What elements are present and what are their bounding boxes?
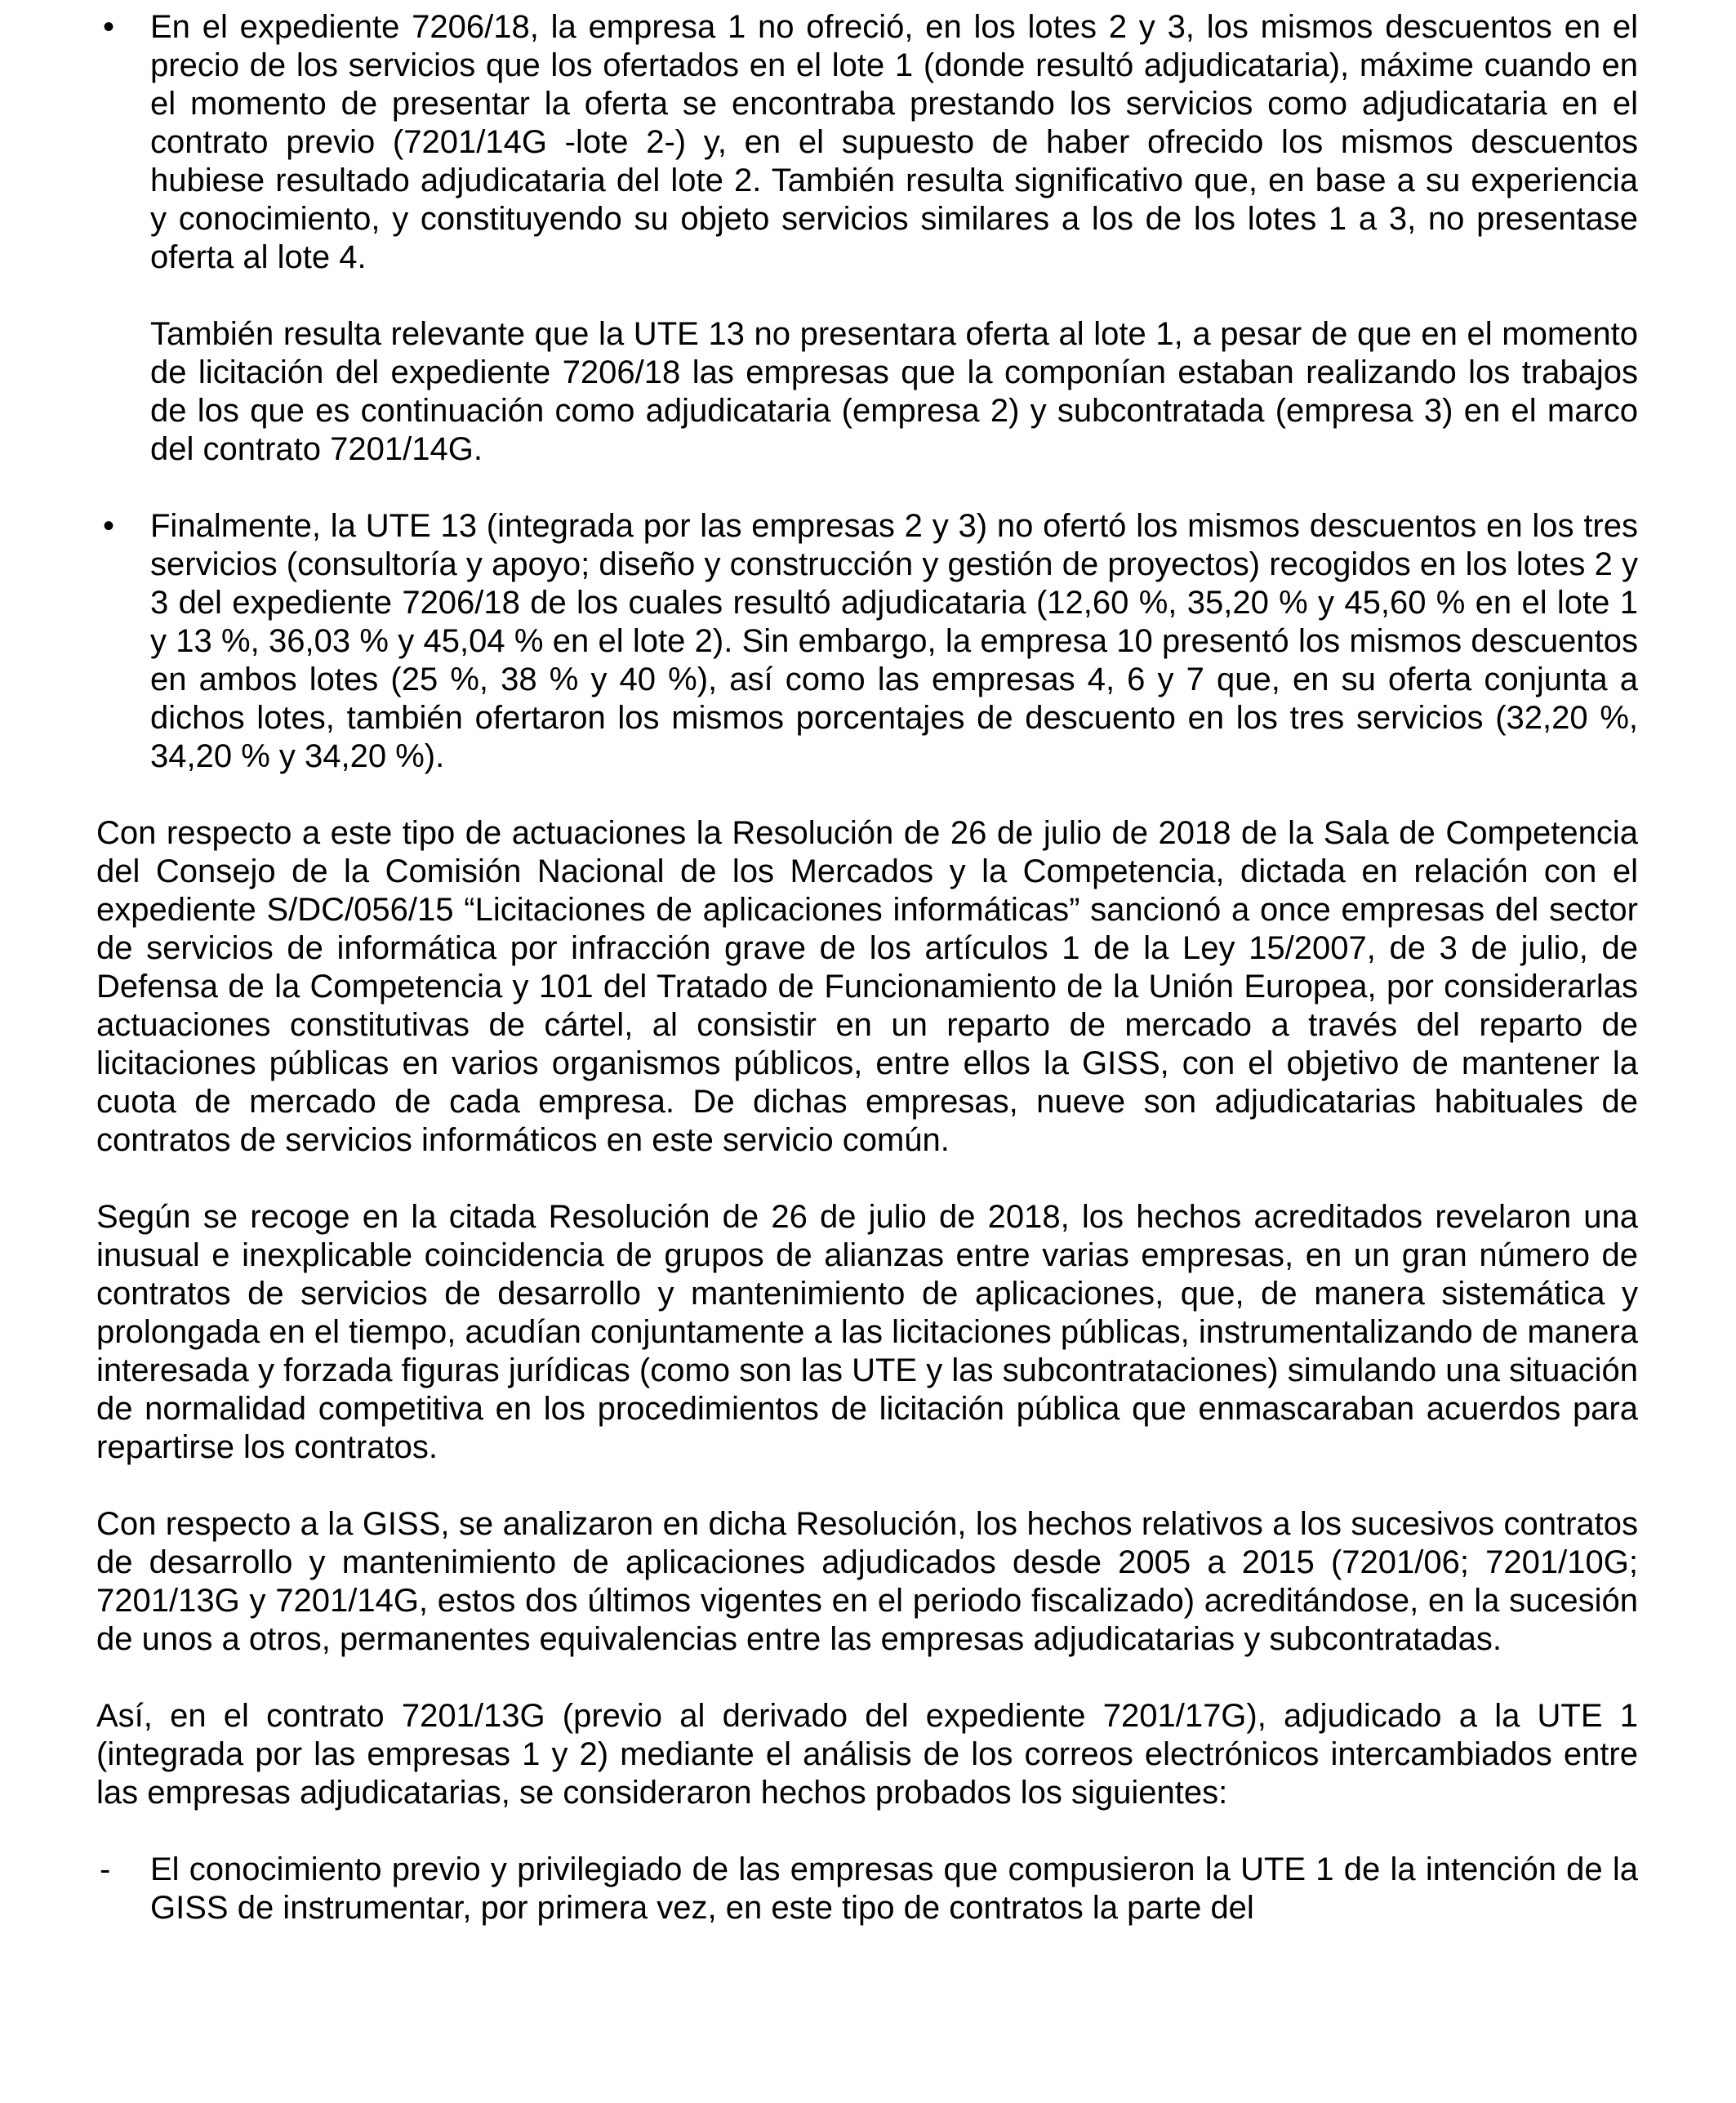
- dash-item-conocimiento-previo: [96, 1851, 1638, 1927]
- bullet-icon: •: [103, 508, 115, 544]
- paragraph-ute13-relevante: También resulta relevante que la UTE 13 no presentara oferta al lote 1, a pesar de que en el momento de licitación del expediente 7206/18 las empresas que la componían estaban realizando los trabajos de los que es continuación como adjudicataria (empresa 2) y subcontratada (empresa 3) en el marco del contrato 7201/14G.: [150, 316, 1638, 467]
- bullet-icon: •: [103, 9, 115, 45]
- paragraph-giss-contratos: Con respecto a la GISS, se analizaron en dicha Resolución, los hechos relativos a los sucesivos contratos de desarrollo y mantenimiento de aplicaciones adjudicados desde 2005 a 2015 (7201/06; 7201/10G; 7201/13G y 7201/14G, estos dos últimos vigentes en el periodo fiscalizado) acreditándose, en la sucesión de unos a otros, permanentes equivalencias entre las empresas adjudicatarias y subcontratadas.: [96, 1506, 1638, 1657]
- paragraph-text: El conocimiento previo y privilegiado de las empresas que compusieron la UTE 1 de la intención de la GISS de instrumentar, por primera vez, en este tipo de contratos la parte del: [150, 1851, 1638, 1926]
- paragraph-text: En el expediente 7206/18, la empresa 1 no ofreció, en los lotes 2 y 3, los mismos descuentos en el precio de los servicios que los ofertados en el lote 1 (donde resultó adjudicataria), máxime cuando en el momento de presentar la oferta se encontraba prestando los servicios como adjudicataria en el contrato previo (7201/14G -lote 2-) y, en el supuesto de haber ofrecido los mismos descuentos hubiese resultado adjudicataria del lote 2. También resulta significativo que, en base a su experiencia y conocimiento, y constituyendo su objeto servicios similares a los de los lotes 1 a 3, no presentase oferta al lote 4.: [150, 9, 1638, 275]
- bullet-item-expediente-7206: [96, 8, 1638, 277]
- dash-icon: -: [100, 1851, 111, 1887]
- paragraph-hechos-acreditados: Según se recoge en la citada Resolución de 26 de julio de 2018, los hechos acreditados revelaron una inusual e inexplicable coincidencia de grupos de alianzas entre varias empresas, en un gran número de contratos de servicios de desarrollo y mantenimiento de aplicaciones, que, de manera sistemática y prolongada en el tiempo, acudían conjuntamente a las licitaciones públicas, instrumentalizando de manera interesada y forzada figuras jurídicas (como son las UTE y las subcontrataciones) simulando una situación de normalidad competitiva en los procedimientos de licitación pública que enmascaraban acuerdos para repartirse los contratos.: [96, 1199, 1638, 1465]
- paragraph-contrato-7201-13g: Así, en el contrato 7201/13G (previo al derivado del expediente 7201/17G), adjudicado a la UTE 1 (integrada por las empresas 1 y 2) mediante el análisis de los correos electrónicos intercambiados entre las empresas adjudicatarias, se consideraron hechos probados los siguientes:: [96, 1698, 1638, 1811]
- paragraph-resolucion-cnmc: Con respecto a este tipo de actuaciones la Resolución de 26 de julio de 2018 de la Sala de Competencia del Consejo de la Comisión Nacional de los Mercados y la Competencia, dictada en relación con el expediente S/DC/056/15 “Licitaciones de aplicaciones informáticas” sancionó a once empresas del sector de servicios de informática por infracción grave de los artículos 1 de la Ley 15/2007, de 3 de julio, de Defensa de la Competencia y 101 del Tratado de Funcionamiento de la Unión Europea, por considerarlas actuaciones constitutivas de cártel, al consistir en un reparto de mercado a través del reparto de licitaciones públicas en varios organismos públicos, entre ellos la GISS, con el objetivo de mantener la cuota de mercado de cada empresa. De dichas empresas, nueve son adjudicatarias habituales de contratos de servicios informáticos en este servicio común.: [96, 815, 1638, 1158]
- bullet-item-finalmente-ute13: [96, 507, 1638, 776]
- paragraph-text: Finalmente, la UTE 13 (integrada por las empresas 2 y 3) no ofertó los mismos descuentos en los tres servicios (consultoría y apoyo; diseño y construcción y gestión de proyectos) recogidos en los lotes 2 y 3 del expediente 7206/18 de los cuales resultó adjudicataria (12,60 %, 35,20 % y 45,60 % en el lote 1 y 13 %, 36,03 % y 45,04 % en el lote 2). Sin embargo, la empresa 10 presentó los mismos descuentos en ambos lotes (25 %, 38 % y 40 %), así como las empresas 4, 6 y 7 que, en su oferta conjunta a dichos lotes, también ofertaron los mismos porcentajes de descuento en los tres servicios (32,20 %, 34,20 % y 34,20 %).: [150, 508, 1638, 774]
